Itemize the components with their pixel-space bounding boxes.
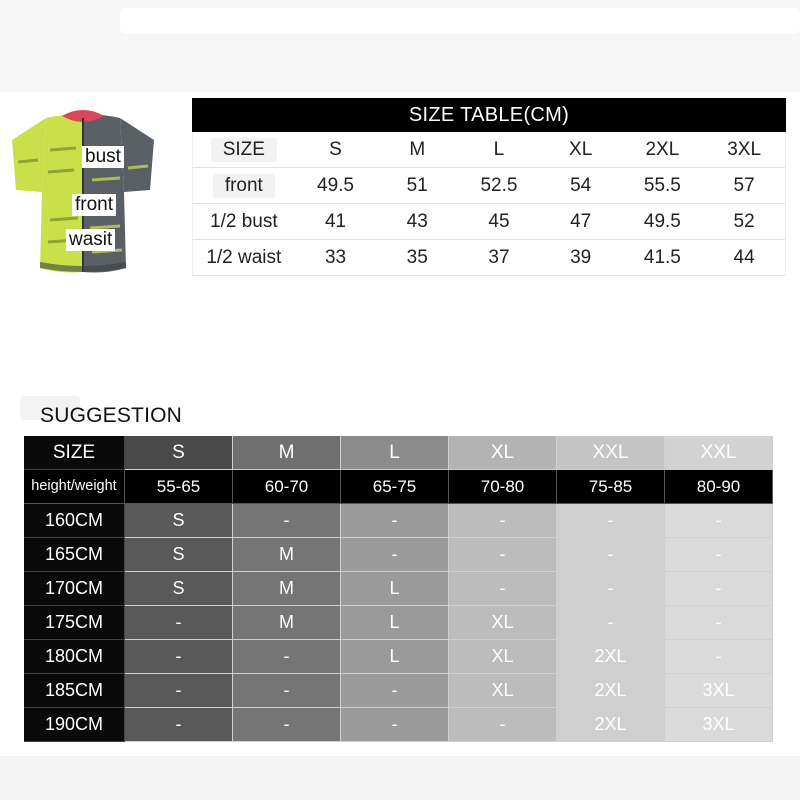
size-header-cell: S <box>329 139 342 160</box>
waist-label: wasit <box>66 229 115 251</box>
suggestion-height-label: 180CM <box>24 640 125 674</box>
height-weight-cell: 80-90 <box>665 470 773 504</box>
suggestion-cell: - <box>341 708 449 742</box>
suggestion-row <box>24 538 774 572</box>
size-row-label: 1/2 bust <box>210 211 278 232</box>
height-weight-cell: 60-70 <box>233 470 341 504</box>
suggestion-size-header: S <box>125 436 233 470</box>
suggestion-row <box>24 708 774 742</box>
suggestion-cell: - <box>557 504 665 538</box>
top-background-band <box>0 0 800 92</box>
suggestion-cell: - <box>233 708 341 742</box>
suggestion-height-label: 170CM <box>24 572 125 606</box>
size-cell: 52 <box>733 211 755 232</box>
suggestion-cell: - <box>665 606 773 640</box>
suggestion-row <box>24 504 774 538</box>
size-table-title: SIZE TABLE(CM) <box>192 98 786 132</box>
size-cell: 52.5 <box>480 175 518 196</box>
suggestion-height-label: 185CM <box>24 674 125 708</box>
suggestion-cell: - <box>557 538 665 572</box>
size-header-cell: XL <box>569 139 593 160</box>
size-cell: 44 <box>733 247 755 268</box>
size-cell: 55.5 <box>643 175 681 196</box>
size-cell: 47 <box>570 211 592 232</box>
suggestion-cell: M <box>233 572 341 606</box>
suggestion-height-weight-row <box>24 470 774 504</box>
suggestion-size-header: L <box>341 436 449 470</box>
suggestion-size-header: M <box>233 436 341 470</box>
suggestion-cell: - <box>125 708 233 742</box>
suggestion-header-row <box>24 436 774 470</box>
size-table-header-row <box>192 132 786 168</box>
suggestion-cell: L <box>341 606 449 640</box>
suggestion-row <box>24 572 774 606</box>
row-label-text: front <box>213 174 275 198</box>
suggestion-height-label: 165CM <box>24 538 125 572</box>
size-cell: 41 <box>324 211 347 232</box>
size-row-label: 1/2 waist <box>206 247 282 268</box>
height-weight-cell: 65-75 <box>341 470 449 504</box>
suggestion-cell: L <box>341 640 449 674</box>
suggestion-cell: - <box>125 640 233 674</box>
size-cell: 49.5 <box>643 211 681 232</box>
suggestion-height-label: 175CM <box>24 606 125 640</box>
size-label-text: SIZE <box>211 138 277 162</box>
size-table-row <box>192 240 786 276</box>
size-cell: 49.5 <box>317 175 354 196</box>
height-weight-cell: 55-65 <box>125 470 233 504</box>
height-weight-label: height/weight <box>24 470 125 504</box>
size-cell: 33 <box>324 247 347 268</box>
suggestion-cell: S <box>125 572 233 606</box>
suggestion-cell: - <box>557 572 665 606</box>
suggestion-cell: - <box>233 504 341 538</box>
suggestion-cell: - <box>233 674 341 708</box>
suggestion-cell: M <box>233 606 341 640</box>
suggestion-height-label: 160CM <box>24 504 125 538</box>
suggestion-cell: 2XL <box>557 674 665 708</box>
front-label: front <box>72 194 116 216</box>
suggestion-cell: - <box>449 538 557 572</box>
suggestion-cell: XL <box>449 674 557 708</box>
size-header-cell: L <box>493 139 505 160</box>
suggestion-cell: - <box>665 572 773 606</box>
bust-label: bust <box>82 146 124 168</box>
suggestion-size-header: XXL <box>665 436 773 470</box>
bottom-background-band <box>0 756 800 800</box>
size-table-row <box>192 204 786 240</box>
size-table <box>192 98 786 276</box>
suggestion-body <box>24 504 774 742</box>
size-header-cell: 3XL <box>727 139 762 160</box>
suggestion-cell: - <box>341 674 449 708</box>
suggestion-cell: - <box>557 606 665 640</box>
size-table-header-label <box>193 132 295 167</box>
size-cell: 57 <box>733 175 755 196</box>
suggestion-cell: M <box>233 538 341 572</box>
suggestion-cell: - <box>233 640 341 674</box>
suggestion-cell: - <box>449 572 557 606</box>
suggestion-cell: 3XL <box>665 708 773 742</box>
suggestion-cell: 2XL <box>557 708 665 742</box>
size-row-label <box>193 168 295 203</box>
suggestion-cell: - <box>449 708 557 742</box>
suggestion-cell: - <box>125 606 233 640</box>
suggestion-cell: L <box>341 572 449 606</box>
size-table-row <box>192 168 786 204</box>
suggestion-cell: - <box>665 538 773 572</box>
suggestion-cell: XL <box>449 640 557 674</box>
size-header-cell: 2XL <box>645 139 680 160</box>
suggestion-cell: - <box>341 504 449 538</box>
suggestion-row <box>24 606 774 640</box>
suggestion-size-header: XL <box>449 436 557 470</box>
suggestion-cell: - <box>341 538 449 572</box>
suggestion-size-label: SIZE <box>24 436 125 470</box>
size-cell: 37 <box>488 247 510 268</box>
suggestion-cell: - <box>449 504 557 538</box>
size-cell: 43 <box>406 211 428 232</box>
suggestion-table <box>24 436 774 742</box>
suggestion-row <box>24 674 774 708</box>
suggestion-cell: 3XL <box>665 674 773 708</box>
suggestion-size-header: XXL <box>557 436 665 470</box>
height-weight-cell: 70-80 <box>449 470 557 504</box>
size-cell: 51 <box>406 175 428 196</box>
suggestion-cell: - <box>665 504 773 538</box>
size-cell: 39 <box>570 247 592 268</box>
size-header-cell: M <box>409 139 426 160</box>
suggestion-cell: 2XL <box>557 640 665 674</box>
size-cell: 54 <box>570 175 592 196</box>
top-background-highlight <box>120 8 800 34</box>
suggestion-row <box>24 640 774 674</box>
size-cell: 35 <box>406 247 428 268</box>
suggestion-title: SUGGESTION <box>40 404 183 427</box>
suggestion-cell: S <box>125 504 233 538</box>
size-cell: 41.5 <box>643 247 681 268</box>
jersey-illustration <box>8 110 158 280</box>
suggestion-height-label: 190CM <box>24 708 125 742</box>
suggestion-cell: - <box>125 674 233 708</box>
suggestion-cell: - <box>665 640 773 674</box>
suggestion-cell: S <box>125 538 233 572</box>
size-cell: 45 <box>488 211 510 232</box>
suggestion-cell: XL <box>449 606 557 640</box>
height-weight-cell: 75-85 <box>557 470 665 504</box>
